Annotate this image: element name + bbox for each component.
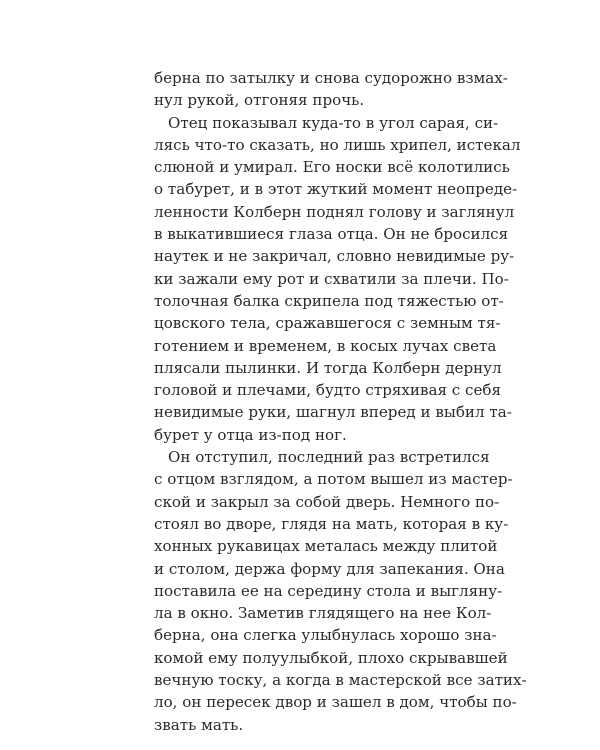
text-line: с отцом взглядом, а потом вышел из мастер-	[154, 470, 513, 489]
paragraph-1	[154, 67, 508, 112]
text-line: Отец показывал куда-то в угол сарая, си-	[168, 113, 499, 132]
text-line: ской и закрыл за собой дверь. Немного по-	[154, 492, 500, 511]
text-line: ло, он пересек двор и зашел в дом, чтобы по-	[154, 693, 517, 712]
text-line: Он отступил, последний раз встретился	[168, 448, 490, 467]
text-line: готением и временем, в косых лучах света	[154, 336, 497, 355]
text-line: наутек и не закричал, словно невидимые ру-	[154, 247, 515, 266]
text-line: ла в окно. Заметив глядящего на нее Кол-	[154, 604, 492, 623]
text-line: невидимые руки, шагнул вперед и выбил та-	[154, 403, 512, 422]
paragraph-2	[154, 112, 521, 446]
text-line: о табурет, и в этот жуткий момент неопреде-	[154, 180, 518, 199]
text-line: ленности Колберн поднял голову и заглянул	[154, 202, 515, 221]
text-line: толочная балка скрипела под тяжестью от-	[154, 291, 504, 310]
text-line: берна, она слегка улыбнулась хорошо зна-	[154, 626, 497, 645]
text-line: цовского тела, сражавшегося с земным тя-	[154, 314, 501, 333]
text-line: хонных рукавицах металась между плитой	[154, 537, 498, 556]
text-line: головой и плечами, будто стряхивая с себя	[154, 381, 502, 400]
text-line: плясали пылинки. И тогда Колберн дернул	[154, 358, 502, 377]
paragraph-3	[154, 446, 527, 736]
text-line: и столом, держа форму для запекания. Она	[154, 559, 505, 578]
text-line: ки зажали ему рот и схватили за плечи. По-	[154, 269, 509, 288]
text-line: бурет у отца из-под ног.	[154, 425, 347, 444]
text-line: нул рукой, отгоняя прочь.	[154, 91, 365, 110]
text-line: комой ему полуулыбкой, плохо скрывавшей	[154, 648, 508, 667]
text-line: стоял во дворе, глядя на мать, которая в ку-	[154, 514, 509, 533]
text-line: лясь что-то сказать, но лишь хрипел, истекал	[154, 135, 521, 154]
text-line: звать мать.	[154, 715, 244, 734]
text-line: поставила ее на середину стола и выгляну-	[154, 581, 503, 600]
body-text	[154, 67, 527, 736]
text-line: в выкатившиеся глаза отца. Он не бросился	[154, 225, 509, 244]
text-line: вечную тоску, а когда в мастерской все затих-	[154, 671, 527, 690]
text-line: берна по затылку и снова судорожно взмах-	[154, 69, 508, 87]
text-line: слюной и умирал. Его носки всё колотились	[154, 158, 510, 177]
